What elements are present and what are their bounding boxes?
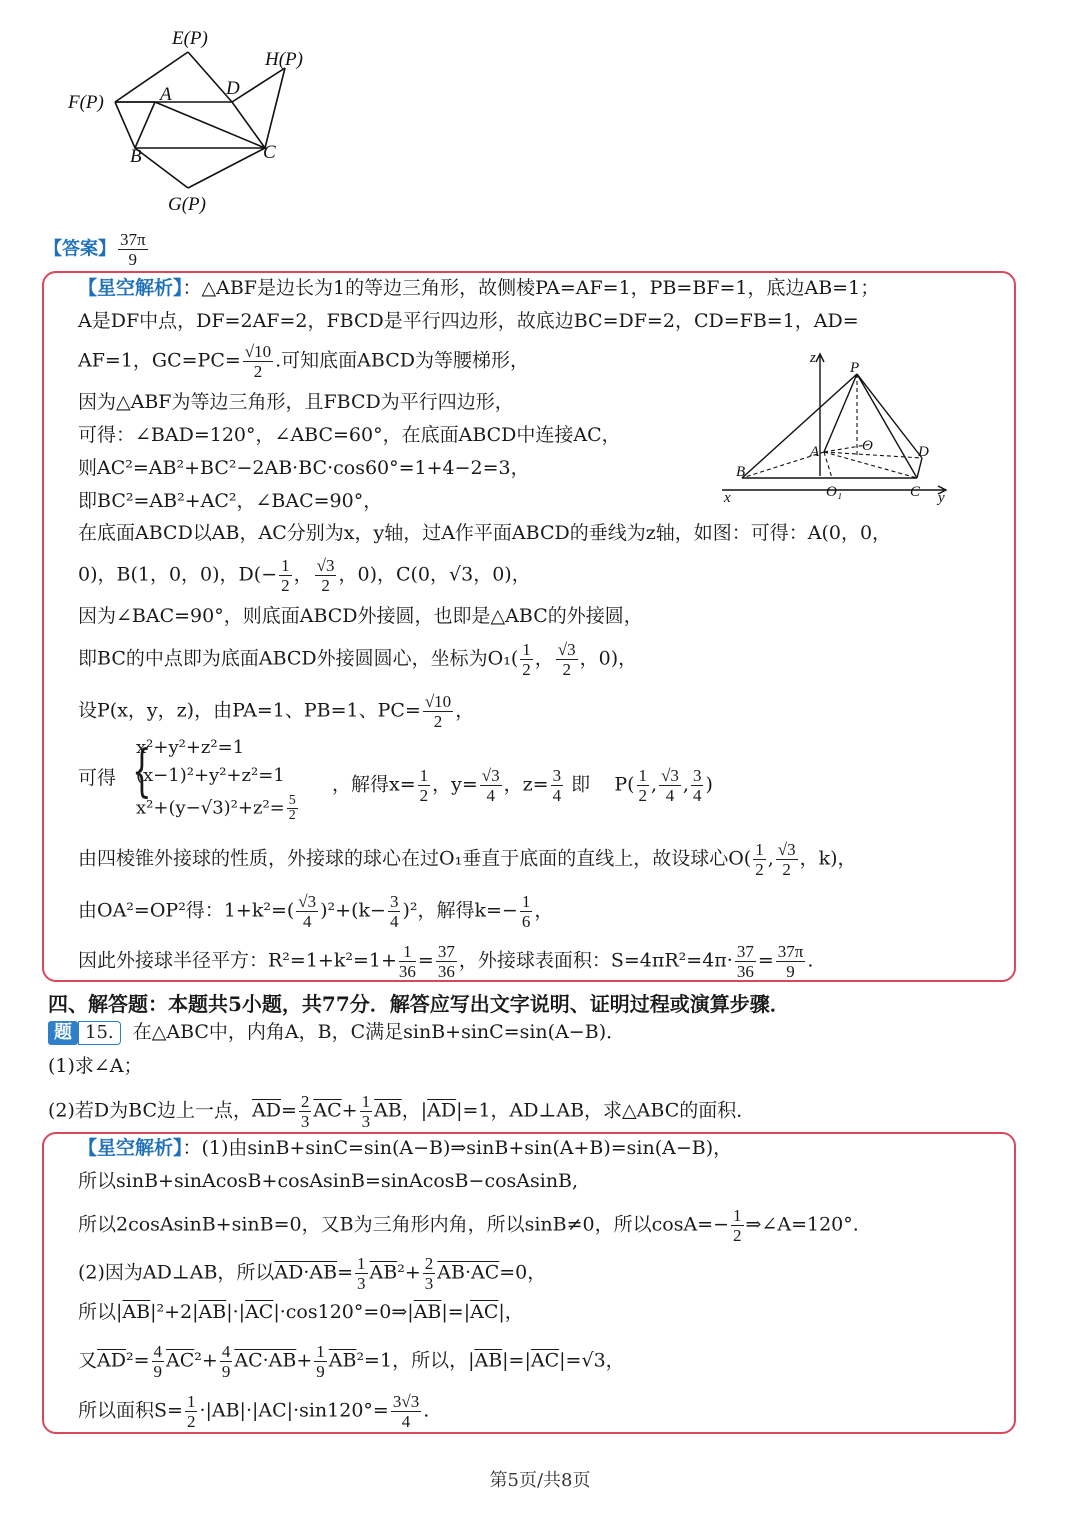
sol1-label-kede: 可得 (78, 767, 117, 789)
sol2-line-1: 【星空解析】：(1)由sinB+sinC=sin(A−B)⇒sinB+sin(A+B)=sin(A−B)， (78, 1137, 733, 1159)
fig1-label-D: D (226, 78, 240, 99)
question-number: 15. (78, 1021, 121, 1045)
sol1-line-14: 由四棱锥外接球的性质，外接球的球心在过O₁垂直于底面的直线上，故设球心O( $\frac{1}{2}$ , $\frac{√3}{2}$ ，k)， (78, 840, 857, 879)
sol1-line-1: 【星空解析】：△ABF是边长为1的等边三角形，故侧棱PA=AF=1，PB=BF=1，底边AB=1； (78, 277, 880, 299)
sol2-line-6: 又$\overline{AD}^2=$ $\frac{4}{9}$ $\overline{AC}^2+$ $\frac{4}{9}$ AC·AB+ $\frac{1}{9}$ $\overline{AB}^2=1$，所以，$|\overline{AB}|=|\overline{AC}|=√3$， (78, 1342, 625, 1381)
fig1-label-C: C (263, 142, 276, 163)
system-brace: { (132, 739, 152, 804)
q15-stem: 题 15. 在△ABC中，内角A，B，C满足sinB+sinC=sin(A−B)． (48, 1020, 625, 1045)
sol2-line-7: 所以面积S= $\frac{1}{2}$ ·|AB|·|AC|·sin120°= $\frac{3√3}{4}$ . (78, 1392, 430, 1431)
fig1-label-A: A (160, 84, 172, 105)
fig1-label-G: G(P) (168, 194, 206, 215)
fig1-label-F: F(P) (68, 92, 104, 113)
fig2-label-B: B (736, 464, 746, 480)
fig1-label-E: E(P) (172, 28, 208, 49)
sol1-line-7: 即BC²=AB²+AC²，∠BAC=90°， (78, 490, 383, 512)
sol1-line-9: 0)，B(1，0，0)，D(− $\frac{1}{2}$ ， $\frac{√3}{2}$ ，0)，C(0，√3，0)， (78, 556, 531, 595)
answer-line (44, 230, 150, 269)
sol1-line-12: 设P(x，y，z)，由PA=1、PB=1、PC= $\frac{√10}{2}$ ， (78, 692, 475, 731)
section-heading: 四、解答题：本题共5小题，共77分．解答应写出文字说明、证明过程或演算步骤． (48, 992, 790, 1016)
sol1-line-8: 在底面ABCD以AB，AC分别为x，y轴，过A作平面ABCD的垂线为z轴，如图：可得：A(0，0， (78, 522, 892, 544)
fig2-label-C: C (910, 484, 921, 500)
sol1-line-16: 因此外接球半径平方：R²=1+k²=1+ $\frac{1}{36}$ = $\frac{37}{36}$ ，外接球表面积：S=4πR²=4π· $\frac{37}{36}$ = $\frac{37\pi}{9}$ . (78, 942, 814, 981)
pyramid-net-figure (60, 20, 340, 220)
sol1-line-13: ，解得x= $\frac{1}{2}$ ，y= $\frac{√3}{4}$ ，z= $\frac{3}{4}$ 即 P( $\frac{1}{2}$ , $\frac{√3}{4}$ , $\frac{3}{4}$ ) (332, 766, 713, 805)
sol1-line-11: 即BC的中点即为底面ABCD外接圆圆心，坐标为O₁( $\frac{1}{2}$ ， $\frac{√3}{2}$ ，0)， (78, 640, 638, 679)
sol2-line-4: (2)因为AD⊥AB，所以AD·AB= $\frac{1}{3}$ $\overline{AB}^2+$ $\frac{2}{3}$ AB·AC=0， (78, 1254, 547, 1293)
fig2-label-x: x (724, 490, 731, 506)
answer-fraction: $\frac{37\pi}{9}$ (120, 230, 146, 269)
fig1-label-B: B (130, 146, 142, 167)
sol2-line-2: 所以sinB+sinAcosB+cosAsinB=sinAcosB−cosAsinB, (78, 1170, 579, 1192)
sys-eq-2: (x−1)²+y²+z²=1 (136, 765, 285, 786)
coordinate-pyramid-figure (712, 348, 962, 508)
answer-tag: 【答案】 (44, 238, 116, 260)
sol1-line-5: 可得：∠BAD=120°，∠ABC=60°，在底面ABCD中连接AC， (78, 424, 621, 446)
sol1-line-2: A是DF中点，DF=2AF=2，FBCD是平行四边形，故底边BC=DF=2，CD=FB=1，AD= (78, 310, 859, 332)
sol2-line-5: 所以$|\overline{AB}|^2+2|\overline{AB}|\cdot|\overline{AC}|\cdot\cos 120^\circ=0\Rightarrow|\overline{AB}|=|\overline{AC}|$， (78, 1301, 524, 1323)
sol2-line-3: 所以2cosAsinB+sinB=0，又B为三角形内角，所以sinB≠0，所以cosA=− $\frac{1}{2}$ ⇒∠A=120°. (78, 1206, 859, 1245)
q15-part-1: (1)求∠A； (48, 1055, 143, 1077)
sys-eq-3: x²+(y−√3)²+z²= $\frac{5}{2}$ (136, 793, 296, 823)
sol1-line-6: 则AC²=AB²+BC²−2AB·BC·cos60°=1+4−2=3， (78, 457, 530, 479)
sol1-line-15: 由OA²=OP²得：1+k²=( $\frac{√3}{4}$ )²+(k− $\frac{3}{4}$ )²，解得k=− $\frac{1}{6}$ ， (78, 892, 554, 931)
question-badge: 题 (48, 1021, 78, 1045)
sol1-line-4: 因为△ABF为等边三角形，且FBCD为平行四边形， (78, 391, 514, 413)
fig2-label-y: y (938, 490, 945, 506)
q15-part-2: (2)若D为BC边上一点，$\overline{AD}=$ $\frac{2}{3}$ $\overline{AC}+$ $\frac{1}{3}$ $\overline{AB}$，$|\overline{AD}|=1$，AD⊥AB，求△ABC的面积． (48, 1092, 756, 1131)
fig2-label-O1: O₁ (826, 484, 843, 500)
fig2-label-P: P (850, 360, 860, 376)
sys-eq-1: x²+y²+z²=1 (136, 737, 245, 758)
sol1-line-10: 因为∠BAC=90°，则底面ABCD外接圆，也即是△ABC的外接圆， (78, 605, 643, 627)
fig2-label-O: O (862, 438, 873, 454)
fig2-label-D: D (918, 444, 929, 460)
fig2-label-z: z (810, 350, 816, 366)
sol1-line-3: AF=1，GC=PC= $\frac{√10}{2}$ .可知底面ABCD为等腰梯形， (78, 342, 529, 381)
fig1-label-H: H(P) (265, 49, 303, 70)
fig2-label-A: A (810, 444, 820, 460)
page-footer: 第5页/共8页 (489, 1470, 591, 1491)
